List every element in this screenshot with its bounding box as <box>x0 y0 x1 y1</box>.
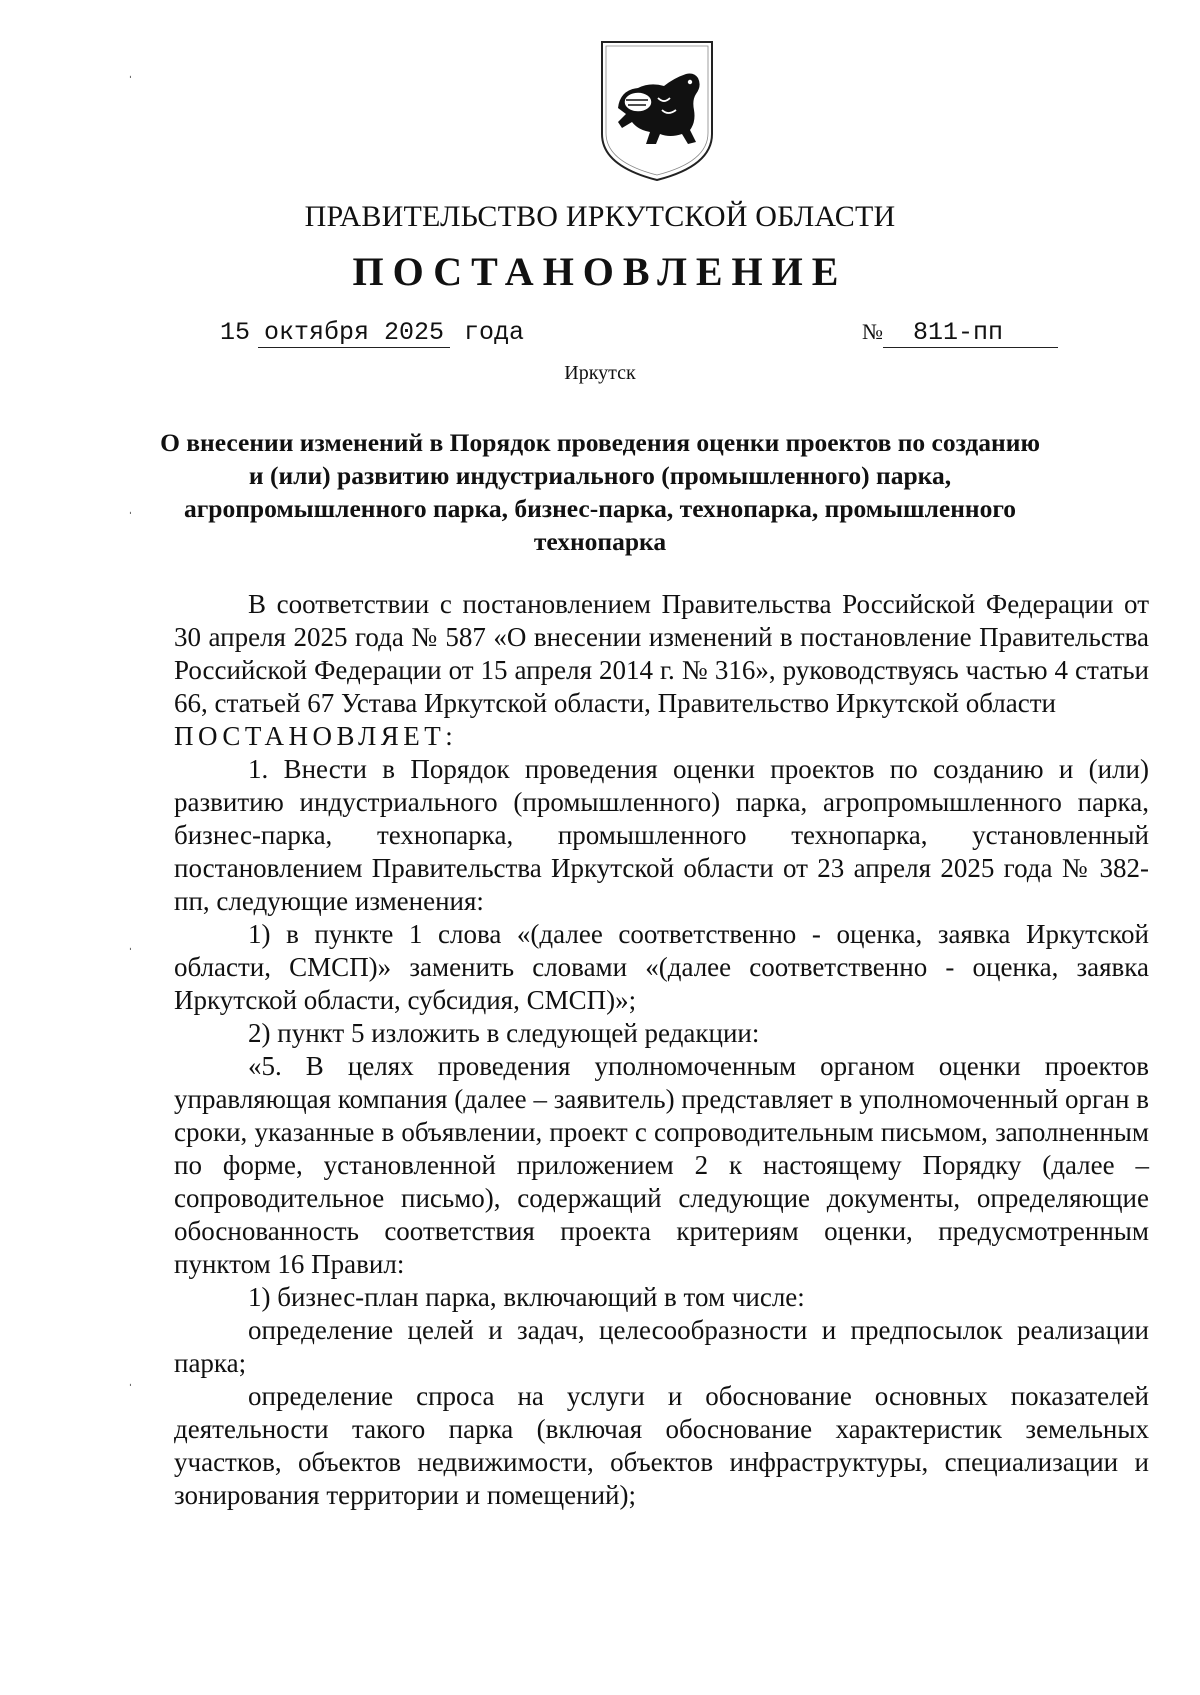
document-body <box>174 588 1149 1512</box>
paragraph: В соответствии с постановлением Правительства Российской Федерации от 30 апреля 2025 года № 587 «О внесении изменений в постановление Правительства Российской Федерации от 15 апреля 2014 г. № 316», руководствуясь частью 4 статьи 66, статьей 67 Устава Иркутской области, Правительство Иркутской области <box>174 589 1149 718</box>
paragraph: определение целей и задач, целесообразности и предпосылок реализации парка; <box>174 1315 1149 1378</box>
decree-heading: ПОСТАНОВЛЕНИЕ <box>352 249 848 294</box>
paragraph: 1) в пункте 1 слова «(далее соответственно - оценка, заявка Иркутской области, СМСП)» заменить словами «(далее соответственно - оценка, заявка Иркутской области, субсидия, СМСП)»; <box>174 919 1149 1015</box>
number-sign: № <box>862 319 883 344</box>
number-value: 811-пп <box>883 318 1058 348</box>
margin-tick-mark: ˌ <box>128 1372 133 1387</box>
margin-tick-mark: ˌ <box>128 64 133 79</box>
date-month-year: октября 2025 <box>258 318 450 348</box>
coat-of-arms-emblem <box>598 38 716 184</box>
decree-number <box>862 318 1058 348</box>
margin-tick-mark: ˌ <box>128 936 133 951</box>
decree-title: О внесении изменений в Порядок проведения оценки проектов по созданию и (или) развитию индустриального (промышленного) парка, агропромышленного парка, бизнес-парка, технопарка, промышленного технопарка <box>160 428 1040 556</box>
decree-date <box>220 318 524 348</box>
margin-tick-mark: ˌ <box>128 500 133 515</box>
paragraph: 2) пункт 5 изложить в следующей редакции: <box>248 1018 760 1048</box>
date-day: 15 <box>220 318 251 347</box>
city-label: Иркутск <box>564 362 636 384</box>
paragraph: определение спроса на услуги и обоснование основных показателей деятельности такого парка (включая обоснование характеристик земельных участков, объектов недвижимости, объектов инфраструктуры, специализации и зонирования территории и помещений); <box>174 1381 1149 1510</box>
date-suffix: года <box>464 318 525 347</box>
paragraph: 1) бизнес-план парка, включающий в том числе: <box>248 1282 805 1312</box>
resolves-heading: ПОСТАНОВЛЯЕТ: <box>174 721 458 751</box>
paragraph: «5. В целях проведения уполномоченным органом оценки проектов управляющая компания (далее – заявитель) представляет в уполномоченный орган в сроки, указанные в объявлении, проект с сопроводительным письмом, заполненным по форме, установленной приложением 2 к настоящему Порядку (далее – сопроводительное письмо), содержащий следующие документы, определяющие обоснованность соответствия проекта критериям оценки, предусмотренным пунктом 16 Правил: <box>174 1051 1149 1279</box>
paragraph: 1. Внести в Порядок проведения оценки проектов по созданию и (или) развитию индустриального (промышленного) парка, агропромышленного парка, бизнес-парка, технопарка, промышленного технопарка, установленный постановлением Правительства Иркутской области от 23 апреля 2025 года № 382-пп, следующие изменения: <box>174 754 1149 916</box>
government-heading: ПРАВИТЕЛЬСТВО ИРКУТСКОЙ ОБЛАСТИ <box>304 200 896 233</box>
